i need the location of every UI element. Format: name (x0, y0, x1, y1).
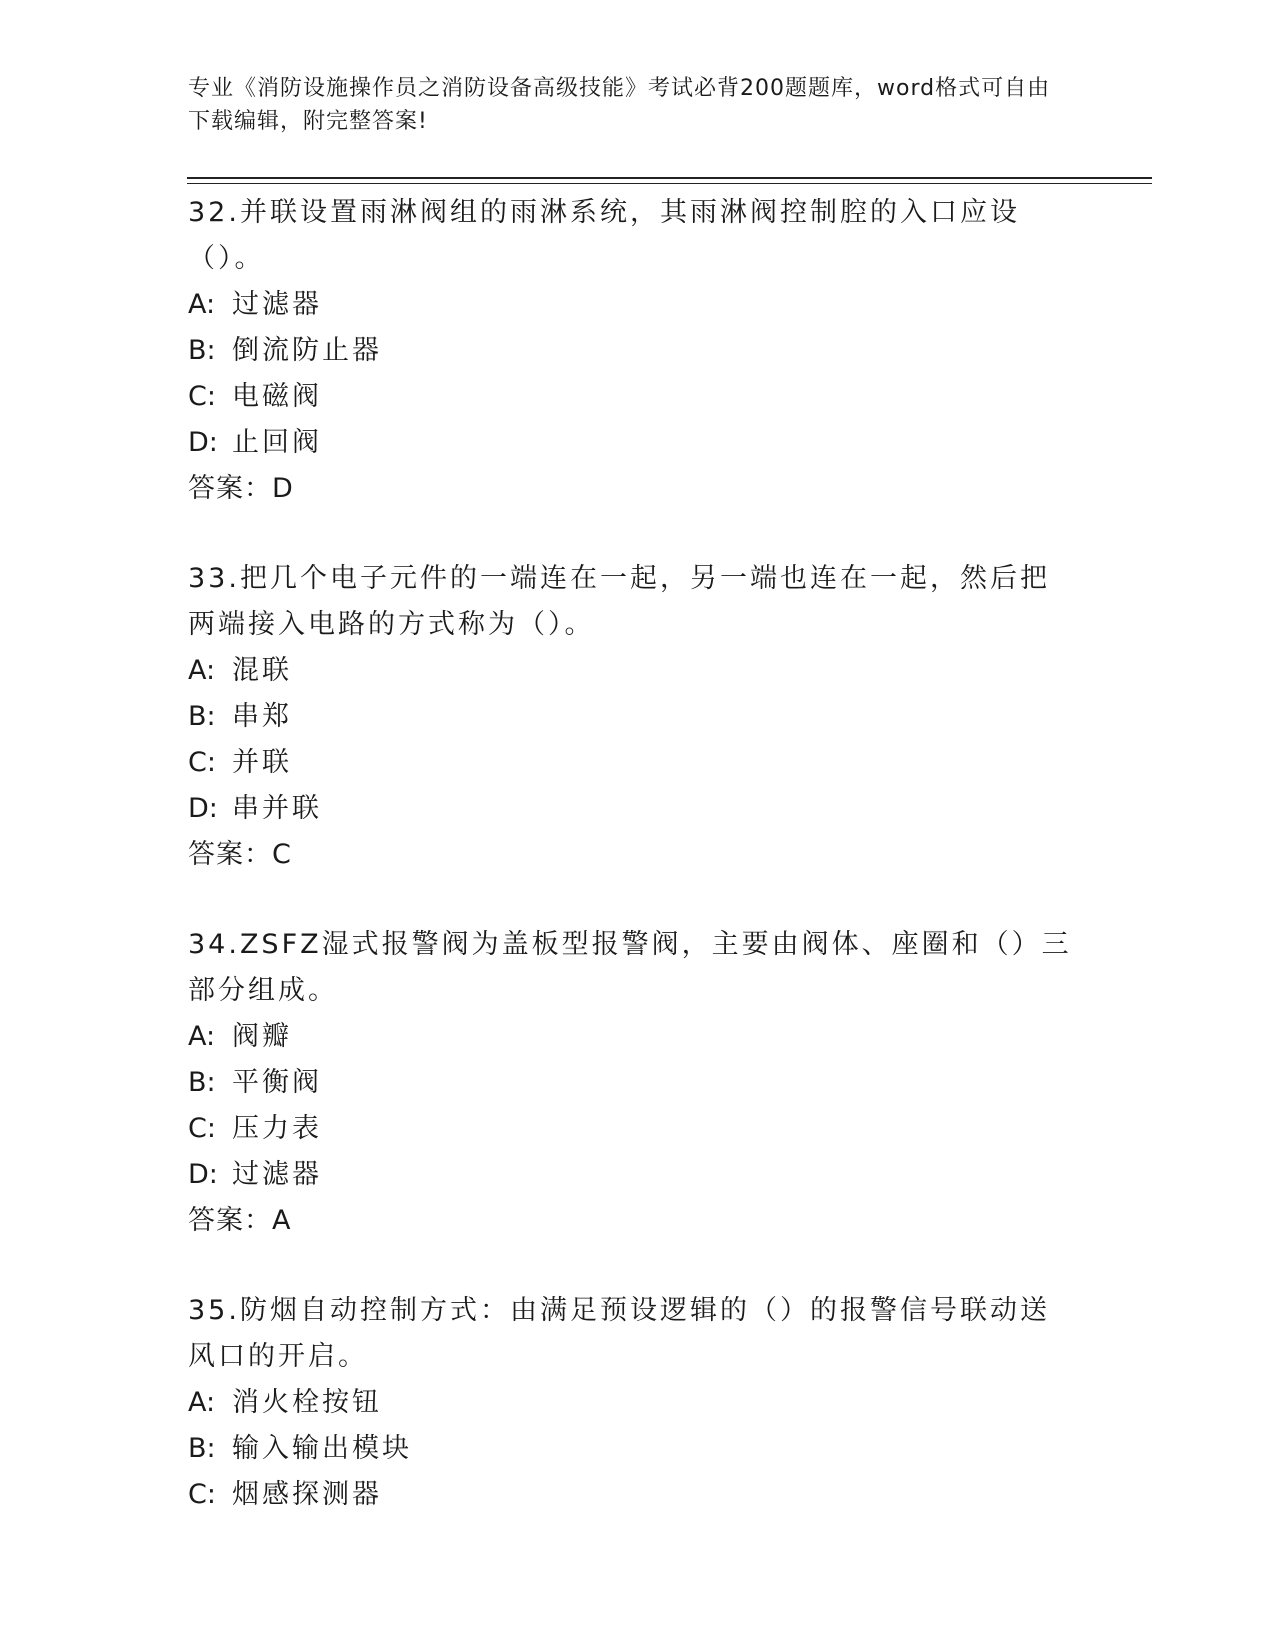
option-label: 止回阀 (232, 427, 322, 458)
option-a (188, 282, 1088, 328)
option-c (188, 374, 1088, 420)
option-label: 倒流防止器 (232, 335, 382, 366)
question-list (188, 190, 1088, 1562)
option-key: B: (188, 701, 216, 732)
question-text: 34.ZSFZ湿式报警阀为盖板型报警阀，主要由阀体、座圈和（）三部分组成。 (188, 929, 1072, 1006)
option-label: 并联 (232, 747, 292, 778)
header-rule-thick (187, 177, 1152, 179)
option-a (188, 1014, 1088, 1060)
question-text: 33.把几个电子元件的一端连在一起，另一端也连在一起，然后把两端接入电路的方式称为（）。 (188, 563, 1050, 640)
option-key: C: (188, 1479, 216, 1510)
option-key: B: (188, 335, 216, 366)
option-d (188, 1152, 1088, 1198)
question-32 (188, 190, 1088, 512)
option-key: B: (188, 1433, 216, 1464)
option-label: 平衡阀 (232, 1067, 322, 1098)
option-b (188, 1060, 1088, 1106)
option-key: D: (188, 793, 218, 824)
question-34 (188, 922, 1088, 1244)
option-d (188, 786, 1088, 832)
option-key: C: (188, 747, 216, 778)
question-text: 32.并联设置雨淋阀组的雨淋系统，其雨淋阀控制腔的入口应设（）。 (188, 197, 1020, 274)
header-rule-thin (187, 183, 1152, 184)
question-text: 35.防烟自动控制方式：由满足预设逻辑的（）的报警信号联动送风口的开启。 (188, 1295, 1050, 1372)
option-key: A: (188, 289, 216, 320)
answer-line: 答案：C (188, 839, 292, 870)
option-b (188, 328, 1088, 374)
option-key: D: (188, 1159, 218, 1190)
option-label: 混联 (232, 655, 292, 686)
option-key: C: (188, 381, 216, 412)
option-label: 消火栓按钮 (232, 1387, 382, 1418)
option-c (188, 1472, 1088, 1518)
option-label: 烟感探测器 (232, 1479, 382, 1510)
option-b (188, 1426, 1088, 1472)
option-key: A: (188, 1387, 216, 1418)
answer-line: 答案：D (188, 473, 294, 504)
option-key: D: (188, 427, 218, 458)
question-33 (188, 556, 1088, 878)
option-key: C: (188, 1113, 216, 1144)
option-label: 电磁阀 (232, 381, 322, 412)
option-d (188, 420, 1088, 466)
option-c (188, 740, 1088, 786)
answer-line: 答案：A (188, 1205, 292, 1236)
option-label: 压力表 (232, 1113, 322, 1144)
option-key: A: (188, 1021, 216, 1052)
question-35 (188, 1288, 1088, 1518)
option-a (188, 648, 1088, 694)
option-c (188, 1106, 1088, 1152)
option-key: B: (188, 1067, 216, 1098)
option-label: 输入输出模块 (232, 1433, 412, 1464)
option-b (188, 694, 1088, 740)
option-key: A: (188, 655, 216, 686)
option-label: 串并联 (232, 793, 322, 824)
option-label: 过滤器 (232, 289, 322, 320)
document-header: 专业《消防设施操作员之消防设备高级技能》考试必背200题题库，word格式可自由下载编辑，附完整答案! (188, 76, 1051, 134)
option-a (188, 1380, 1088, 1426)
option-label: 串郑 (232, 701, 292, 732)
option-label: 阀瓣 (232, 1021, 292, 1052)
option-label: 过滤器 (232, 1159, 322, 1190)
